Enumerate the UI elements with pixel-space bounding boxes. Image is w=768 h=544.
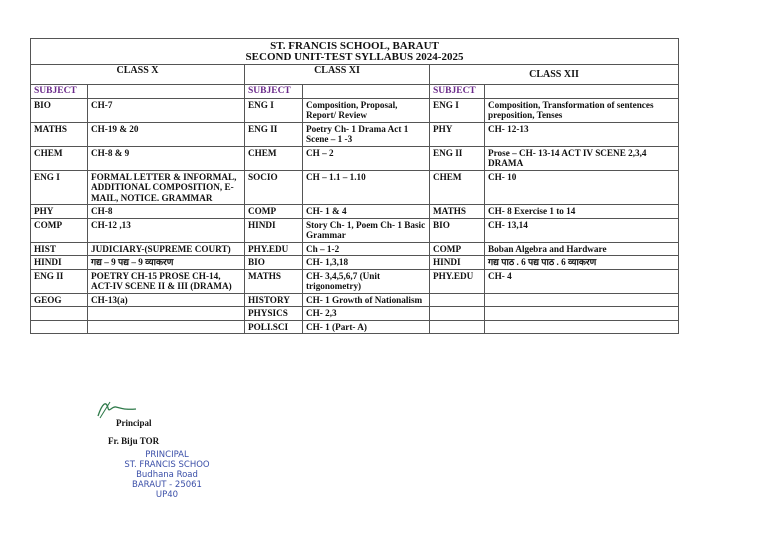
class-xii-subject: PHY.EDU [430,269,485,293]
class-xii-syllabus [485,320,679,334]
class-xii-syllabus [485,307,679,321]
class-xii-syllabus: CH- 12-13 [485,122,679,146]
class-xii-syllabus: CH- 10 [485,170,679,205]
class-x-syllabus: गद्य – 9 पद्य – 9 व्याकरण [88,256,245,270]
class-x-subject: ENG II [31,269,88,293]
class-xi-syllabus: CH- 3,4,5,6,7 (Unit trigonometry) [303,269,430,293]
title-row [31,39,679,65]
table-row [31,122,679,146]
class-xii-subject [430,293,485,307]
class-xi-syllabus: CH- 2,3 [303,307,430,321]
class-xi-subject: HINDI [245,218,303,242]
table-row [31,256,679,270]
class-xii-subject-label: SUBJECT [430,85,485,99]
stamp-line-4: BARAUT - 25061 [132,480,202,490]
principal-label: Principal [116,418,152,428]
class-xii-syllabus: Boban Algebra and Hardware [485,242,679,256]
table-row [31,269,679,293]
class-x-subject: HIST [31,242,88,256]
class-xii-subject: ENG II [430,146,485,170]
class-xi-subject: BIO [245,256,303,270]
table-row [31,242,679,256]
table-row [31,98,679,122]
class-x-subject: GEOG [31,293,88,307]
class-x-subject: MATHS [31,122,88,146]
class-xi-subject-label: SUBJECT [245,85,303,99]
school-name: ST. FRANCIS SCHOOL, BARAUT [270,40,439,52]
syllabus-title: SECOND UNIT-TEST SYLLABUS 2024-2025 [245,50,464,63]
class-xii-syllabus: CH- 13,14 [485,218,679,242]
class-xii-syllabus: गद्य पाठ . 6 पद्य पाठ . 6 व्याकरण [485,256,679,270]
class-xi-subject: HISTORY [245,293,303,307]
title-cell [31,39,679,65]
stamp-line-5: UP40 [155,490,179,500]
class-xii-subject: CHEM [430,170,485,205]
table-row [31,293,679,307]
class-x-syllabus: CH-8 [88,205,245,219]
class-xii-subject: PHY [430,122,485,146]
class-x-syllabus: CH-7 [88,98,245,122]
stamp-line-1: PRINCIPAL [145,450,189,460]
syllabus-table [30,38,679,334]
class-xii-subject [430,320,485,334]
class-xii-subject [430,307,485,321]
class-xi-subject: COMP [245,205,303,219]
class-xi-syllabus: Poetry Ch- 1 Drama Act 1 Scene – 1 -3 [303,122,430,146]
school-stamp [112,450,222,500]
table-row [31,205,679,219]
class-xi-subject: ENG I [245,98,303,122]
class-xii-syllabus: Prose – CH- 13-14 ACT IV SCENE 2,3,4 DRAMA [485,146,679,170]
class-xii-syllabus: CH- 8 Exercise 1 to 14 [485,205,679,219]
class-xi-syllabus: Ch – 1-2 [303,242,430,256]
class-x-subject: ENG I [31,170,88,205]
class-xii-syllabus-label [485,85,679,99]
class-x-syllabus-label [88,85,245,99]
class-x-subject [31,320,88,334]
stamp-line-2: ST. FRANCIS SCHOO [124,460,210,470]
class-xi-subject: PHY.EDU [245,242,303,256]
class-xi-syllabus: Story Ch- 1, Poem Ch- 1 Basic Grammar [303,218,430,242]
class-xi-header: CLASS XI [245,65,430,85]
principal-name: Fr. Biju TOR [108,436,160,446]
class-xi-syllabus: CH- 1 Growth of Nationalism [303,293,430,307]
class-x-syllabus: FORMAL LETTER & INFORMAL, ADDITIONAL COMPOSITION, E-MAIL, NOTICE. GRAMMAR [88,170,245,205]
table-row [31,320,679,334]
class-x-syllabus: CH-12 ,13 [88,218,245,242]
table-row [31,307,679,321]
class-x-header: CLASS X [31,65,245,85]
class-x-syllabus: POETRY CH-15 PROSE CH-14, ACT-IV SCENE II & III (DRAMA) [88,269,245,293]
class-x-subject: PHY [31,205,88,219]
class-xi-syllabus: Composition, Proposal, Report/ Review [303,98,430,122]
syllabus-sheet [30,38,678,334]
class-xii-syllabus: CH- 4 [485,269,679,293]
signature-icon [94,398,140,420]
class-xi-syllabus: CH – 2 [303,146,430,170]
class-xii-subject: ENG I [430,98,485,122]
class-xi-subject: CHEM [245,146,303,170]
class-x-syllabus: CH-19 & 20 [88,122,245,146]
class-xi-syllabus: CH- 1 & 4 [303,205,430,219]
class-x-syllabus: CH-8 & 9 [88,146,245,170]
class-xii-subject: MATHS [430,205,485,219]
subject-header-row [31,85,679,99]
class-xii-subject: HINDI [430,256,485,270]
class-x-syllabus: CH-13(a) [88,293,245,307]
class-xi-subject: ENG II [245,122,303,146]
class-x-syllabus: JUDICIARY-(SUPREME COURT) [88,242,245,256]
class-xi-syllabus: CH – 1.1 – 1.10 [303,170,430,205]
stamp-line-3: Budhana Road [136,470,198,480]
class-header-row [31,65,679,85]
class-x-syllabus [88,320,245,334]
class-xii-subject: COMP [430,242,485,256]
class-xii-header: CLASS XII [430,65,679,85]
table-row [31,146,679,170]
class-xi-subject: POLI.SCI [245,320,303,334]
class-xii-syllabus [485,293,679,307]
table-row [31,170,679,205]
class-xi-syllabus-label [303,85,430,99]
class-x-syllabus [88,307,245,321]
class-xi-syllabus: CH- 1 (Part- A) [303,320,430,334]
class-xii-syllabus: Composition, Transformation of sentences preposition, Tenses [485,98,679,122]
class-x-subject: BIO [31,98,88,122]
class-x-subject-label: SUBJECT [31,85,88,99]
table-row [31,218,679,242]
class-x-subject: HINDI [31,256,88,270]
class-x-subject: COMP [31,218,88,242]
class-x-subject: CHEM [31,146,88,170]
class-x-subject [31,307,88,321]
class-xi-syllabus: CH- 1,3,18 [303,256,430,270]
class-xi-subject: SOCIO [245,170,303,205]
class-xi-subject: MATHS [245,269,303,293]
class-xii-subject: BIO [430,218,485,242]
class-xi-subject: PHYSICS [245,307,303,321]
